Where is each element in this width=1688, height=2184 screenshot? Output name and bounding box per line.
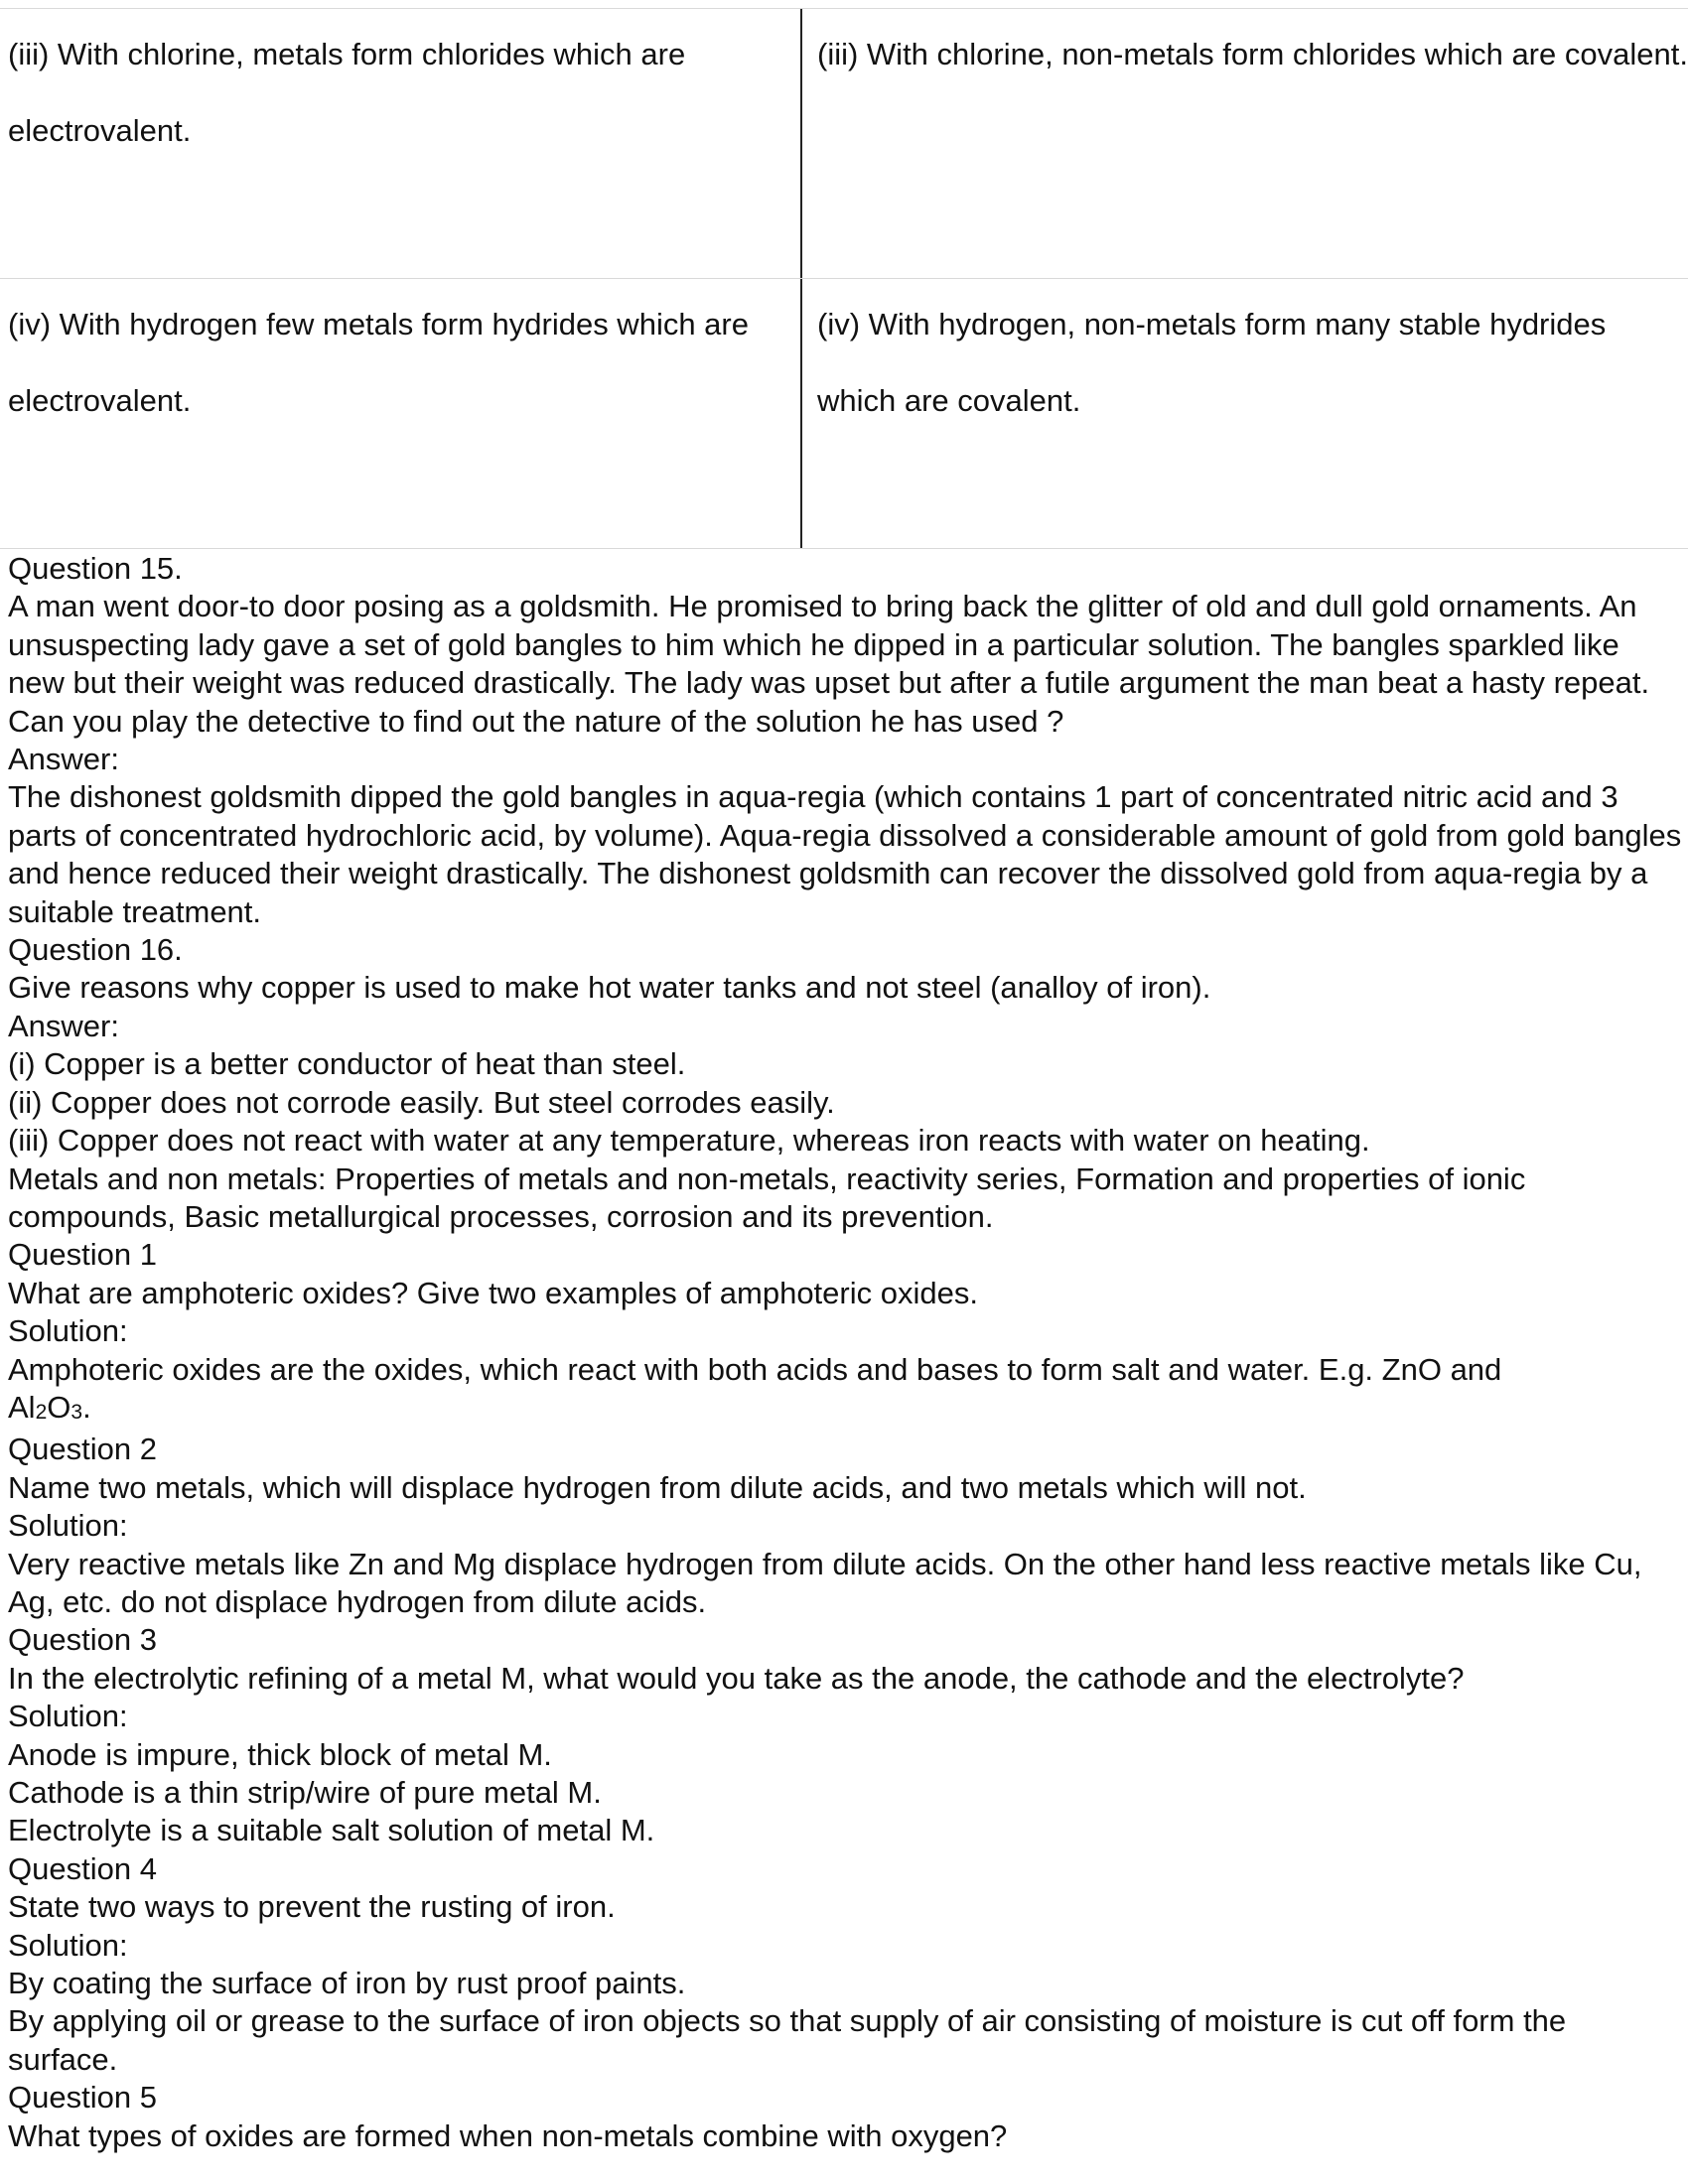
question-text: What are amphoteric oxides? Give two examples of amphoteric oxides. — [8, 1275, 978, 1310]
question-label: Question 5 — [8, 2080, 157, 2116]
question-label: Question 4 — [8, 1850, 157, 1886]
question-label: Question 2 — [8, 1432, 157, 1467]
formula-end: . — [82, 1389, 91, 1425]
answer-text: The dishonest goldsmith dipped the gold bangles in aqua-regia (which contains 1 part of concentrated nitric acid and 3 parts of concentrated hydrochloric acid, by volume). Aqua-regia dissolved a considerable amount of gold from gold bangles and hence reduced their weight drastically. The dishonest goldsmith can recover the dissolved gold from aqua-regia by a suitable treatment. — [8, 779, 1682, 929]
answer-text: (i) Copper is a better conductor of heat than steel. — [8, 1046, 686, 1082]
question-label: Question 1 — [8, 1237, 157, 1273]
table-row — [0, 9, 1688, 279]
solution-text: Anode is impure, thick block of metal M. — [8, 1736, 552, 1772]
solution-label: Solution: — [8, 1699, 128, 1734]
answer-text: (ii) Copper does not corrode easily. But steel corrodes easily. — [8, 1084, 835, 1120]
solution-label: Solution: — [8, 1927, 128, 1963]
formula-subscript: 2 — [35, 1400, 48, 1424]
solution-text: By coating the surface of iron by rust proof paints. — [8, 1966, 686, 2001]
formula-subscript: 3 — [70, 1400, 83, 1424]
metals-cell: (iii) With chlorine, metals form chlorides which are electrovalent. — [0, 9, 802, 278]
solution-label: Solution: — [8, 1508, 128, 1544]
formula-o: O — [47, 1389, 71, 1425]
comparison-table — [0, 8, 1688, 549]
solution-text — [8, 1351, 1682, 1432]
metals-cell: (iv) With hydrogen few metals form hydrides which are electrovalent. — [0, 279, 802, 548]
non-metals-cell: (iv) With hydrogen, non-metals form many stable hydrides which are covalent. — [817, 307, 1607, 418]
answer-label: Answer: — [8, 1008, 119, 1043]
solution-text: Cathode is a thin strip/wire of pure metal M. — [8, 1775, 602, 1810]
answer-label: Answer: — [8, 742, 119, 777]
solution-text: Electrolyte is a suitable salt solution of metal M. — [8, 1813, 655, 1848]
question-label: Question 3 — [8, 1622, 157, 1658]
question-label: Question 16. — [8, 932, 183, 968]
question-text: A man went door-to door posing as a goldsmith. He promised to bring back the glitter of old and dull gold ornaments. An unsuspecting lady gave a set of gold bangles to him which he dipped in a particular solution. The bangles sparkled like new but their weight was reduced drastically. The lady was upset but after a futile argument the man beat a hasty repeat. Can you play the detective to find out the nature of the solution he has used ? — [8, 589, 1650, 739]
solution-text-main: Amphoteric oxides are the oxides, which react with both acids and bases to form salt and water. E.g. ZnO and — [8, 1351, 1502, 1387]
section-heading: Metals and non metals: Properties of metals and non-metals, reactivity series, Formation and properties of ionic compounds, Basic metallurgical processes, corrosion and its prevention. — [8, 1160, 1526, 1234]
question-text: What types of oxides are formed when non-metals combine with oxygen? — [8, 2117, 1008, 2153]
question-label: Question 15. — [8, 551, 183, 586]
solution-text: Very reactive metals like Zn and Mg displace hydrogen from dilute acids. On the other hand less reactive metals like Cu, Ag, etc. do not displace hydrogen from dilute acids. — [8, 1546, 1642, 1619]
solution-text: By applying oil or grease to the surface of iron objects so that supply of air consisting of moisture is cut off form the surface. — [8, 2003, 1567, 2077]
non-metals-cell: (iii) With chlorine, non-metals form chlorides which are covalent. — [817, 37, 1688, 71]
questions-and-answers — [8, 550, 1682, 2155]
question-text: In the electrolytic refining of a metal M, what would you take as the anode, the cathode and the electrolyte? — [8, 1660, 1465, 1696]
question-text: Name two metals, which will displace hydrogen from dilute acids, and two metals which will not. — [8, 1469, 1307, 1505]
formula-al: Al — [8, 1389, 36, 1425]
solution-label: Solution: — [8, 1313, 128, 1349]
question-text: State two ways to prevent the rusting of iron. — [8, 1889, 616, 1925]
table-row — [0, 279, 1688, 549]
question-text: Give reasons why copper is used to make hot water tanks and not steel (analloy of iron). — [8, 970, 1211, 1006]
answer-text: (iii) Copper does not react with water at any temperature, whereas iron reacts with water on heating. — [8, 1123, 1370, 1159]
